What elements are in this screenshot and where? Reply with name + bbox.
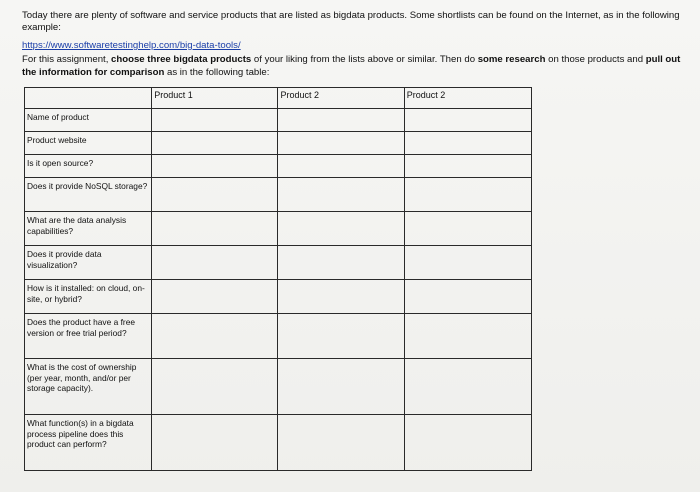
- assign-bold-choose: choose three bigdata products: [111, 54, 252, 66]
- header-row: [25, 88, 532, 109]
- table-cell[interactable]: [404, 178, 531, 212]
- row-label: Does it provide NoSQL storage?: [25, 178, 152, 212]
- table-cell[interactable]: [278, 415, 404, 471]
- row-label: What are the data analysis capabilities?: [25, 212, 152, 246]
- table-cell[interactable]: [278, 109, 404, 132]
- table-cell[interactable]: [404, 280, 531, 314]
- row-label: How is it installed: on cloud, on-site, or hybrid?: [25, 280, 152, 314]
- table-cell[interactable]: [278, 178, 404, 212]
- table-row: [25, 132, 532, 155]
- table-cell[interactable]: [152, 132, 278, 155]
- table-cell[interactable]: [152, 314, 278, 359]
- table-row: [25, 415, 532, 471]
- comparison-table: [24, 87, 532, 471]
- table-cell[interactable]: [404, 359, 531, 415]
- row-label: What is the cost of ownership (per year, month, and/or per storage capacity).: [25, 359, 152, 415]
- table-cell[interactable]: [278, 359, 404, 415]
- table-cell[interactable]: [152, 280, 278, 314]
- table-row: [25, 109, 532, 132]
- table-row: [25, 280, 532, 314]
- header-cell-blank: [25, 88, 152, 109]
- table-row: [25, 314, 532, 359]
- header-product-2: Product 2: [278, 88, 404, 109]
- table-cell[interactable]: [278, 155, 404, 178]
- table-cell[interactable]: [278, 280, 404, 314]
- row-label: Name of product: [25, 109, 152, 132]
- table-cell[interactable]: [152, 109, 278, 132]
- table-cell[interactable]: [278, 212, 404, 246]
- table-cell[interactable]: [278, 246, 404, 280]
- row-label: What function(s) in a bigdata process pipeline does this product can perform?: [25, 415, 152, 471]
- table-cell[interactable]: [152, 212, 278, 246]
- table-cell[interactable]: [404, 246, 531, 280]
- assign-prefix: For this assignment,: [22, 54, 112, 66]
- table-cell[interactable]: [404, 109, 531, 132]
- intro-text: [22, 10, 682, 79]
- row-label: Does it provide data visualization?: [25, 246, 152, 280]
- table-row: [25, 359, 532, 415]
- header-product-3: Product 2: [404, 88, 531, 109]
- intro-paragraph: Today there are plenty of software and service products that are listed as bigdata products. Some shortlists can be found on the Internet, as in the following example:: [22, 10, 680, 34]
- table-cell[interactable]: [152, 155, 278, 178]
- table-cell[interactable]: [404, 212, 531, 246]
- table-row: [25, 178, 532, 212]
- table-cell[interactable]: [404, 314, 531, 359]
- table-cell[interactable]: [152, 178, 278, 212]
- table-cell[interactable]: [152, 415, 278, 471]
- assign-suffix: as in the following table:: [164, 66, 270, 78]
- assignment-paragraph: [22, 54, 682, 79]
- table-cell[interactable]: [152, 359, 278, 415]
- table-cell[interactable]: [404, 415, 531, 471]
- row-label: Does the product have a free version or free trial period?: [25, 314, 152, 359]
- table-cell[interactable]: [278, 132, 404, 155]
- tools-link[interactable]: https://www.softwaretestinghelp.com/big-data-tools/: [22, 39, 241, 51]
- table-cell[interactable]: [404, 155, 531, 178]
- table-cell[interactable]: [278, 314, 404, 359]
- table-cell[interactable]: [152, 246, 278, 280]
- header-product-1: Product 1: [152, 88, 278, 109]
- assign-mid: of your liking from the lists above or similar. Then do: [251, 54, 478, 66]
- row-label: Product website: [25, 132, 152, 155]
- assign-bold-pull: pull out the information for comparison: [22, 54, 681, 78]
- table-row: [25, 155, 532, 178]
- assign-mid2: on those products and: [545, 54, 646, 66]
- assign-bold-research: some research: [477, 54, 546, 66]
- table-cell[interactable]: [404, 132, 531, 155]
- table-row: [25, 212, 532, 246]
- row-label: Is it open source?: [25, 155, 152, 178]
- table-row: [25, 246, 532, 280]
